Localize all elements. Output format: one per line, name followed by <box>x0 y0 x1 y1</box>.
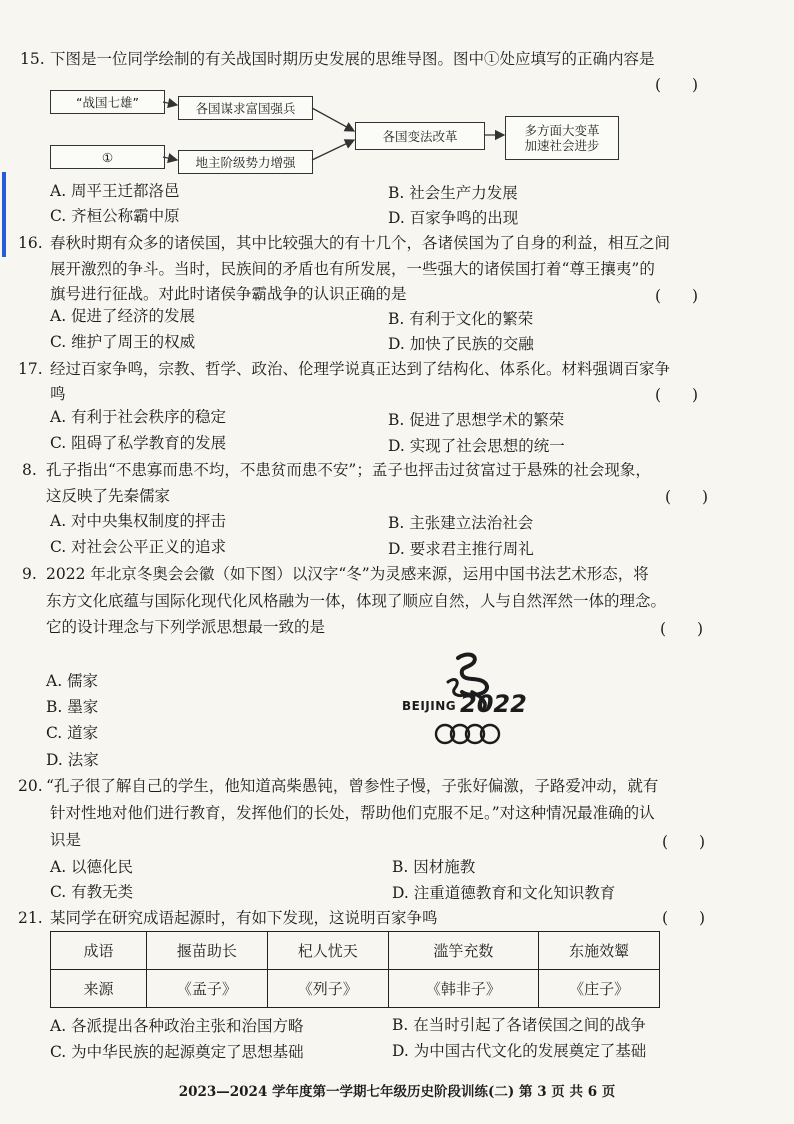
q18-line1: 孔子指出“不患寡而患不均，不患贫而患不安”；孟子也抨击过贫富过于悬殊的社会现象， <box>46 461 651 479</box>
table-row <box>51 932 660 970</box>
table-cell: 《列子》 <box>267 970 388 1008</box>
q16-option-b[interactable]: B. 有利于文化的繁荣 <box>388 310 534 328</box>
q19-answer-paren[interactable]: ( ) <box>660 620 704 638</box>
mindmap-box-reform: 各国变法改革 <box>355 122 485 150</box>
q20-answer-paren[interactable]: ( ) <box>662 833 706 851</box>
q15-option-b[interactable]: B. 社会生产力发展 <box>388 184 518 202</box>
q18-answer-paren[interactable]: ( ) <box>665 488 709 506</box>
q15-stem: 下图是一位同学绘制的有关战国时期历史发展的思维导图。图中①处应填写的正确内容是 <box>50 50 655 68</box>
q18-option-d[interactable]: D. 要求君主推行周礼 <box>388 540 534 558</box>
q17-option-c[interactable]: C. 阻碍了私学教育的发展 <box>50 434 227 452</box>
table-cell: 《庄子》 <box>539 970 660 1008</box>
q21-answer-paren[interactable]: ( ) <box>662 909 706 927</box>
q21-option-b[interactable]: B. 在当时引起了各诸侯国之间的战争 <box>392 1016 646 1034</box>
q19-option-d[interactable]: D. 法家 <box>46 751 99 769</box>
q17-line1: 经过百家争鸣，宗教、哲学、政治、伦理学说真正达到了结构化、体系化。材料强调百家争 <box>50 360 671 378</box>
q20-line2: 针对性地对他们进行教育，发挥他们的长处，帮助他们克服不足。”对这种情况最准确的认 <box>50 804 655 822</box>
mindmap-box-wealth: 各国谋求富国强兵 <box>178 96 313 120</box>
beijing-2022-emblem <box>400 652 535 752</box>
q17-number: 17. <box>18 360 43 378</box>
table-cell: 《孟子》 <box>147 970 268 1008</box>
q19-option-a[interactable]: A. 儒家 <box>46 672 99 690</box>
mindmap-arrows <box>0 0 794 200</box>
table-cell: 来源 <box>51 970 147 1008</box>
q21-option-a[interactable]: A. 各派提出各种政治主张和治国方略 <box>50 1017 304 1035</box>
q20-option-d[interactable]: D. 注重道德教育和文化知识教育 <box>392 884 616 902</box>
table-row <box>51 970 660 1008</box>
q16-option-d[interactable]: D. 加快了民族的交融 <box>388 335 534 353</box>
q15-number: 15. <box>20 50 45 68</box>
q17-option-d[interactable]: D. 实现了社会思想的统一 <box>388 437 565 455</box>
q19-number: 9. <box>22 565 37 583</box>
q17-option-a[interactable]: A. 有利于社会秩序的稳定 <box>50 408 227 426</box>
table-cell: 《韩非子》 <box>388 970 539 1008</box>
emblem-beijing-text: BEIJING <box>402 699 457 713</box>
mindmap-box-change-line2: 加速社会进步 <box>524 138 600 153</box>
q18-number: 8. <box>22 461 37 479</box>
mindmap-box-warring-states: “战国七雄” <box>50 90 165 114</box>
q16-number: 16. <box>18 234 43 252</box>
q21-option-d[interactable]: D. 为中国古代文化的发展奠定了基础 <box>392 1042 647 1060</box>
q18-option-b[interactable]: B. 主张建立法治社会 <box>388 514 534 532</box>
q18-line2: 这反映了先秦儒家 <box>46 487 171 505</box>
q20-option-a[interactable]: A. 以德化民 <box>50 858 134 876</box>
mindmap-box-blank-1: ① <box>50 145 165 169</box>
q19-line3: 它的设计理念与下列学派思想最一致的是 <box>46 618 326 636</box>
q19-line1: 2022 年北京冬奥会会徽（如下图）以汉字“冬”为灵感来源，运用中国书法艺术形态，将 <box>46 565 649 583</box>
q16-line1: 春秋时期有众多的诸侯国，其中比较强大的有十几个，各诸侯国为了自身的利益，相互之间 <box>50 234 671 252</box>
q17-line2: 鸣 <box>50 385 66 403</box>
q20-option-b[interactable]: B. 因材施教 <box>392 858 476 876</box>
q16-option-c[interactable]: C. 维护了周王的权威 <box>50 333 196 351</box>
mindmap-box-change-line1: 多方面大变革 <box>524 123 600 138</box>
q20-line3: 识是 <box>50 831 82 849</box>
idiom-source-table <box>50 931 660 1008</box>
q21-stem: 某同学在研究成语起源时，有如下发现，这说明百家争鸣 <box>50 909 438 927</box>
q16-option-a[interactable]: A. 促进了经济的发展 <box>50 307 196 325</box>
q19-option-c[interactable]: C. 道家 <box>46 724 99 742</box>
page-footer: 2023—2024 学年度第一学期七年级历史阶段训练(二) 第 3 页 共 6 页 <box>178 1084 616 1100</box>
q19-line2: 东方文化底蕴与国际化现代化风格融为一体，体现了顺应自然，人与自然浑然一体的理念。 <box>46 592 667 610</box>
q15-option-a[interactable]: A. 周平王迁都洛邑 <box>50 182 180 200</box>
table-cell: 东施效颦 <box>539 932 660 970</box>
q16-answer-paren[interactable]: ( ) <box>655 287 699 305</box>
table-cell: 揠苗助长 <box>147 932 268 970</box>
q21-number: 21. <box>18 909 43 927</box>
q16-line2: 展开激烈的争斗。当时，民族间的矛盾也有所发展，一些强大的诸侯国打着“尊王攘夷”的 <box>50 260 655 278</box>
q15-option-c[interactable]: C. 齐桓公称霸中原 <box>50 207 180 225</box>
q15-option-d[interactable]: D. 百家争鸣的出现 <box>388 209 519 227</box>
q18-option-a[interactable]: A. 对中央集权制度的抨击 <box>50 512 227 530</box>
mindmap-box-landlord: 地主阶级势力增强 <box>178 150 313 174</box>
q20-number: 20. <box>18 777 43 795</box>
q20-line1: “孔子很了解自己的学生，他知道高柴愚钝，曾参性子慢，子张好偏激，子路爱冲动，就有 <box>46 777 659 795</box>
q17-answer-paren[interactable]: ( ) <box>655 386 699 404</box>
emblem-year-text: 2022 <box>460 690 527 718</box>
q17-option-b[interactable]: B. 促进了思想学术的繁荣 <box>388 411 565 429</box>
q21-option-c[interactable]: C. 为中华民族的起源奠定了思想基础 <box>50 1043 304 1061</box>
table-cell: 滥竽充数 <box>388 932 539 970</box>
q16-line3: 旗号进行征战。对此时诸侯争霸战争的认识正确的是 <box>50 285 407 303</box>
table-cell: 成语 <box>51 932 147 970</box>
q15-answer-paren[interactable]: ( ) <box>655 76 699 94</box>
q20-option-c[interactable]: C. 有教无类 <box>50 883 134 901</box>
q19-option-b[interactable]: B. 墨家 <box>46 698 99 716</box>
q18-option-c[interactable]: C. 对社会公平正义的追求 <box>50 538 227 556</box>
table-cell: 杞人忧天 <box>267 932 388 970</box>
